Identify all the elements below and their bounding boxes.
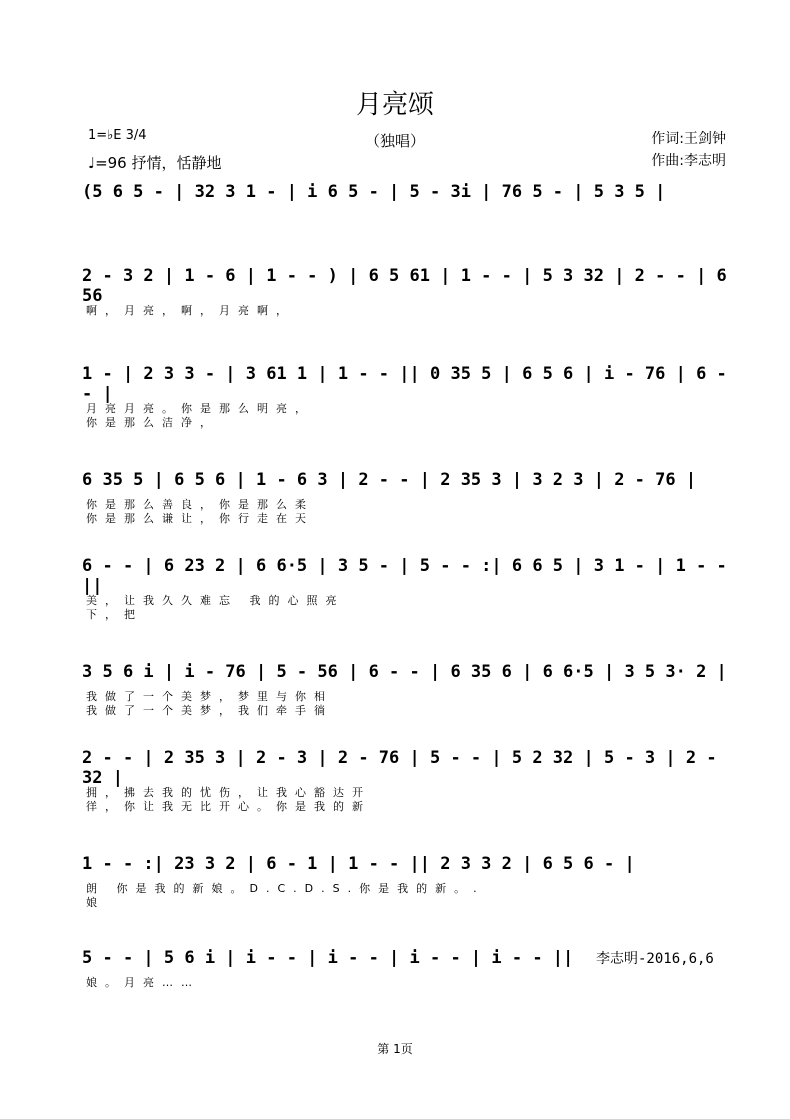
notation-line: 5 - - | 5 6 i | i - - | i - - | i - - | i - - || — [82, 948, 574, 968]
notation-line: 2 - - | 2 35 3 | 2 - 3 | 2 - 76 | 5 - - | 5 2 32 | 5 - 3 | 2 - 32 | — [82, 748, 717, 788]
music-system-6 — [82, 654, 738, 718]
lyrics-verse-2: 我做了一个美梦，我们牵手徜 — [86, 704, 333, 717]
music-system-2 — [82, 268, 738, 318]
music-system-8 — [82, 846, 738, 910]
composer-signoff: 李志明-2016,6,6 — [596, 951, 714, 967]
lyrics-verse-2: 徉，你让我无比开心。你是我的新 — [86, 800, 371, 813]
page-title: 月亮颂 — [355, 90, 434, 120]
notation-line: 6 - - | 6 23 2 | 6 6·5 | 3 5 - | 5 - - :| 6 6 5 | 3 1 - | 1 - - || — [82, 556, 727, 596]
notation-line: (5 6 5 - | 32 3 1 - | i 6 5 - | 5 - 3i | 76 5 - | 5 3 5 | — [82, 182, 666, 202]
lyrics-verse-1: 拥，拂去我的忧伤，让我心豁达开 — [86, 786, 371, 799]
tempo-marking: ♩=96 抒情，恬静地 — [88, 154, 222, 172]
lyrics-verse-2: 你是那么谦让，你行走在天 — [86, 512, 314, 525]
lyrics-verse-1: 朗 你是我的新娘。D.C.D.S.你是我的新。. — [86, 882, 485, 895]
notation-line: 6 35 5 | 6 5 6 | 1 - 6 3 | 2 - - | 2 35 3 | 3 2 3 | 2 - 76 | — [82, 470, 697, 490]
lyrics-verse-2: 娘 — [86, 896, 105, 909]
lyrics-verse-1: 月亮月亮。你是那么明亮， — [86, 402, 314, 415]
music-system-9 — [82, 940, 582, 990]
lyricist-credit: 作词:王剑钟 — [651, 131, 726, 147]
lyrics-verse-1: 你是那么善良，你是那么柔 — [86, 498, 314, 511]
lyrics-verse-1: 我做了一个美梦，梦里与你相 — [86, 690, 333, 703]
key-signature: 1=♭E 3/4 — [88, 128, 147, 143]
music-system-7 — [82, 750, 738, 814]
lyrics-verse-1: 啊，月亮，啊，月亮啊， — [86, 304, 295, 317]
music-system-5 — [82, 558, 738, 622]
lyrics-verse-2: 下，把 — [86, 608, 143, 621]
music-system-1 — [82, 174, 738, 210]
lyrics-verse-2: 你是那么洁净， — [86, 416, 219, 429]
music-system-4 — [82, 462, 738, 526]
composer-credit: 作曲:李志明 — [651, 153, 726, 169]
notation-line: 2 - 3 2 | 1 - 6 | 1 - - ) | 6 5 61 | 1 - - | 5 3 32 | 2 - - | 6 56 — [82, 266, 727, 306]
notation-line: 1 - - :| 23 3 2 | 6 - 1 | 1 - - || 2 3 3 2 | 6 5 6 - | — [82, 854, 635, 874]
page-number: 第 1页 — [377, 1042, 413, 1056]
notation-line: 1 - | 2 3 3 - | 3 61 1 | 1 - - || 0 35 5 | 6 5 6 | i - 76 | 6 - - | — [82, 364, 727, 404]
lyrics-verse-1: 美，让我久久难忘 我的心照亮 — [86, 594, 345, 607]
lyrics-verse-1: 娘。月亮…… — [86, 976, 200, 989]
music-system-3 — [82, 366, 738, 430]
subtitle: （独唱） — [364, 132, 425, 150]
notation-line: 3 5 6 i | i - 76 | 5 - 56 | 6 - - | 6 35 6 | 6 6·5 | 3 5 3· 2 | — [82, 662, 727, 682]
